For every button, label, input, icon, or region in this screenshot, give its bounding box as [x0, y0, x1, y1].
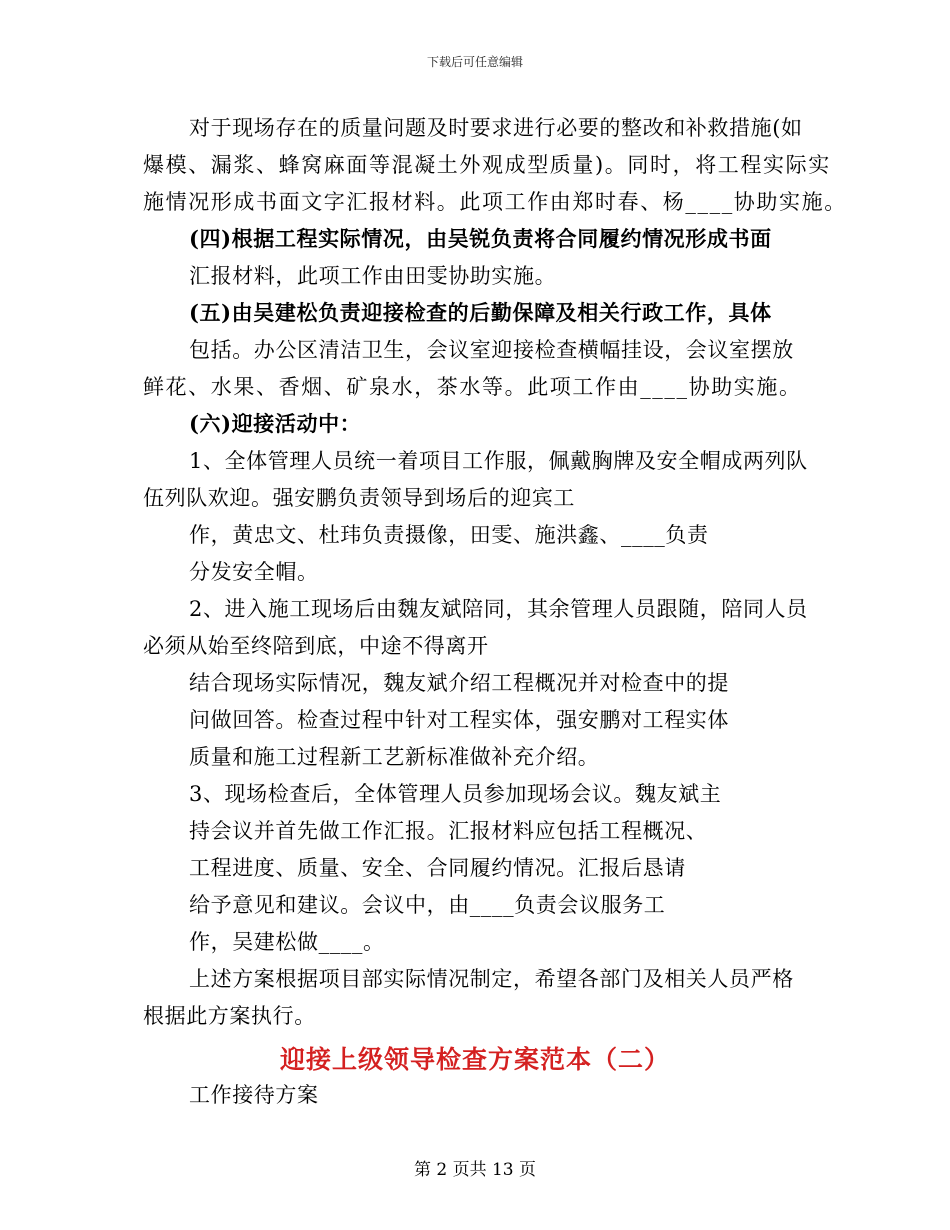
body-line: 3、现场检查后，全体管理人员参加现场会议。魏友斌主 [189, 782, 722, 806]
body-line: 包括。办公区清洁卫生，会议室迎接检查横幅挂设，会议室摆放 [189, 338, 794, 362]
section-title: 迎接上级领导检查方案范本（二） [279, 1045, 670, 1074]
body-line: 汇报材料，此项工作由田雯协助实施。 [189, 264, 557, 288]
page-header: 下载后可任意编辑 [426, 55, 523, 69]
body-line-heading: (四)根据工程实际情况，由吴锐负责将合同履约情况形成书面 [189, 226, 772, 251]
body-line: 1、全体管理人员统一着项目工作服，佩戴胸牌及安全帽成两列队 [189, 449, 808, 473]
body-line: 伍列队欢迎。强安鹏负责领导到场后的迎宾工 [143, 486, 575, 510]
page-footer: 第 2 页共 13 页 [413, 1160, 537, 1180]
body-line: 结合现场实际情况，魏友斌介绍工程概况并对检查中的提 [189, 671, 729, 695]
body-line: 分发安全帽。 [189, 560, 319, 584]
body-line: 作，吴建松做____。 [189, 930, 385, 954]
body-line: 作，黄忠文、杜玮负责摄像，田雯、施洪鑫、____负责 [189, 523, 709, 547]
body-line: 给予意见和建议。会议中，由____负责会议服务工 [189, 893, 666, 917]
body-line: 2、进入施工现场后由魏友斌陪同，其余管理人员跟随，陪同人员 [189, 597, 808, 621]
body-line: 上述方案根据项目部实际情况制定，希望各部门及相关人员严格 [189, 967, 794, 991]
body-line: 问做回答。检查过程中针对工程实体，强安鹏对工程实体 [189, 708, 729, 732]
body-line: 对于现场存在的质量问题及时要求进行必要的整改和补救措施(如 [189, 116, 803, 140]
body-line: 工作接待方案 [189, 1083, 319, 1107]
body-line: 工程进度、质量、安全、合同履约情况。汇报后恳请 [189, 856, 686, 880]
body-line: 鲜花、水果、香烟、矿泉水，茶水等。此项工作由____协助实施。 [143, 375, 802, 399]
body-line-heading: (五)由吴建松负责迎接检查的后勤保障及相关行政工作，具体 [189, 300, 772, 325]
body-line: 施情况形成书面文字汇报材料。此项工作由郑时春、杨____协助实施。 [143, 190, 847, 214]
body-line-heading: (六)迎接活动中： [189, 411, 362, 436]
body-line: 质量和施工过程新工艺新标准做补充介绍。 [189, 745, 600, 769]
body-line: 必须从始至终陪到底，中途不得离开 [143, 634, 489, 658]
body-line: 爆模、漏浆、蜂窝麻面等混凝土外观成型质量)。同时，将工程实际实 [143, 153, 831, 177]
body-line: 持会议并首先做工作汇报。汇报材料应包括工程概况、 [189, 819, 708, 843]
body-line: 根据此方案执行。 [143, 1004, 316, 1028]
